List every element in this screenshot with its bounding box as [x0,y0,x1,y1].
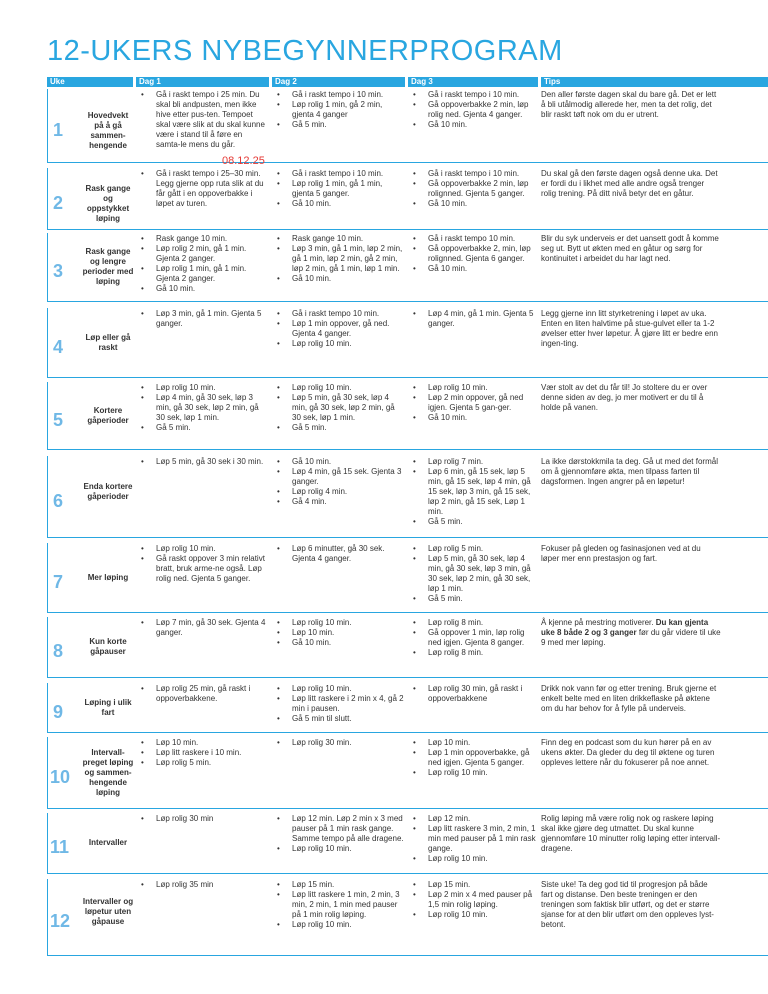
workout-item: • Gå 4 min. [276,497,404,507]
workout-item: • Løp 3 min, gå 1 min. Gjenta 5 ganger. [140,309,268,329]
week-cell [47,879,132,955]
workout-item: • Løp 5 min, gå 30 sek, løp 4 min, gå 30 sek, løp 2 min, gå 30 sek, løp 1 min. [276,393,404,423]
week-cell [47,382,132,449]
day-cell-d2 [276,684,404,724]
workout-item: • Løp 3 min, gå 1 min, løp 2 min, gå 1 min, løp 2 min, gå 2 min, løp 2 min, gå 1 min, løp 1 min. [276,244,404,274]
workout-item: • Løp rolig 2 min, gå 1 min. Gjenta 2 ganger. [140,244,268,264]
day-cell-d1 [140,544,268,584]
workout-item: • Løp rolig 10 min. [276,920,404,930]
workout-item: • Løp rolig 10 min. [276,339,404,349]
week-number: 5 [53,409,64,430]
workout-item: • Løp rolig 7 min. [412,457,536,467]
week-cell [47,89,132,162]
day-cell-d2 [276,814,404,854]
tip-text: Du skal gå den første dagen også denne uka. Det er fordi du i likhet med alle andre også trenger rolig trening. På ditt nivå betyr det en gåtur. [541,169,718,198]
day-cell-d1 [140,309,268,329]
week-description: Kun korte gåpauser [89,637,127,656]
workout-item: • Løp 4 min, gå 1 min. Gjenta 5 ganger. [412,309,536,329]
row-separator [47,537,768,538]
workout-item: • Løp 5 min, gå 30 sek, løp 4 min, gå 30 sek, løp 3 min, gå 30 sek, løp 2 min, gå 30 sek, løp 1 min. [412,554,536,594]
workout-item: • Løp rolig 5 min. [140,758,268,768]
workout-item: • Gå i raskt tempo i 25 min. Du skal bli andpusten, men ikke hive etter pus-ten. Tempoet skal være slik at du skal kunne være i stand til å føre en samta-le mens du går. [140,90,268,150]
day-cell-d2 [276,880,404,930]
day-cell-d2 [276,234,404,284]
workout-item: • Løp rolig 4 min. [276,487,404,497]
day-cell-d2 [276,309,404,349]
row-separator [47,612,768,613]
day-cell-d2 [276,457,404,507]
day-cell-d3 [412,383,536,423]
week-description: Rask gange og oppstykket løping [85,183,131,223]
tip-text [541,618,721,648]
workout-item: • Løp rolig 10 min. [412,383,536,393]
workout-item: • Gå 5 min. [140,423,268,433]
day-cell-d1 [140,234,268,294]
workout-item: • Gå oppoverbakke 2 min, løp rolignned. Gjenta 5 ganger. [412,179,536,199]
week-number: 1 [53,119,64,140]
workout-item: • Gå i raskt tempo i 10 min. [412,169,536,179]
day-cell-d3 [412,309,536,329]
workout-item: • Løp 10 min. [140,738,268,748]
workout-item: • Løp 15 min. [276,880,404,890]
tip-text: Siste uke! Ta deg god tid til progresjon på både fart og distanse. Den beste treningen er den treningen som faktisk blir utført, og det er større sjanse for at den blir utført om den oppleves lyst-betont. [541,880,714,929]
workout-item: • Løp rolig 10 min. [412,768,536,778]
workout-item: • Gå 10 min. [412,264,536,274]
day-cell-d2 [276,90,404,130]
workout-item: • Løp 12 min. [412,814,536,824]
workout-item: • Løp 10 min. [276,628,404,638]
day-cell-d2 [276,618,404,648]
row-separator [47,955,768,956]
row-separator [47,677,768,678]
week-number: 4 [53,336,64,357]
tip-text-start: Å kjenne på mestring motiverer. [541,618,656,627]
workout-item: • Gå 5 min. [276,423,404,433]
week-description: Rask gange og lengre perioder med løping [82,247,134,286]
workout-item: • Løp rolig 30 min. [276,738,404,748]
workout-item: • Gå i raskt tempo i 10 min. [276,169,404,179]
tip-text: Legg gjerne inn litt styrketrening i løpet av uka. Enten en liten halvtime på stue-gulvet eller ta 1-2 øvelser etter hver løpetur. Å gjøre litt er bedre enn ingen-ting. [541,309,718,348]
day-cell-d1 [140,738,268,768]
day-cell-d3 [412,234,536,274]
row-separator [47,301,768,302]
week-cell [47,233,132,301]
week-cell [47,456,132,537]
day-cell-d1 [140,880,268,890]
workout-item: • Rask gange 10 min. [276,234,404,244]
workout-item: • Løp litt raskere i 2 min x 4, gå 2 min i pausen. [276,694,404,714]
workout-item: • Løp 4 min, gå 15 sek. Gjenta 3 ganger. [276,467,404,487]
week-description: Enda kortere gåperioder [83,481,133,501]
day-cell-d2 [276,544,404,564]
workout-item: • Løp 7 min, gå 30 sek. Gjenta 4 ganger. [140,618,268,638]
week-description: Intervaller og løpetur uten gåpause [82,897,134,926]
day-cell-d3 [412,738,536,778]
workout-item: • Løp rolig 25 min, gå raskt i oppoverbakkene. [140,684,268,704]
workout-item: • Løp 1 min oppover, gå ned. Gjenta 4 ganger. [276,319,404,339]
workout-item: • Løp rolig 1 min, gå 2 min, gjenta 4 ganger [276,100,404,120]
day-cell-d1 [140,457,268,467]
workout-item: • Løp rolig 30 min [140,814,268,824]
workout-item: • Løp rolig 10 min. [140,544,268,554]
week-cell [47,543,132,612]
workout-item: • Gå 5 min. [412,517,536,527]
workout-item: • Gå 10 min. [276,457,404,467]
workout-item: • Gå oppoverbakke 2, min, løp rolignned. Gjenta 6 ganger. [412,244,536,264]
workout-item: • Løp litt raskere 1 min, 2 min, 3 min, 2 min, 1 min med pauser på 1 min rolig løping. [276,890,404,920]
row-separator [47,808,768,809]
day-cell-d1 [140,90,268,150]
day-cell-d1 [140,169,268,209]
row-separator [47,449,768,450]
day-cell-d3 [412,684,536,704]
day-cell-d2 [276,169,404,209]
day-cell-d3 [412,880,536,920]
week-description: Mer løping [87,572,129,582]
workout-item: • Løp 15 min. [412,880,536,890]
workout-item: • Løp rolig 10 min. [140,383,268,393]
workout-item: • Gå 10 min. [412,199,536,209]
workout-item: • Løp rolig 10 min. [276,618,404,628]
workout-item: • Gå 10 min. [276,638,404,648]
workout-item: • Løp rolig 8 min. [412,648,536,658]
tip-text: Vær stolt av det du får til! Jo stoltere du er over denne siden av deg, jo mer motivert er du til å holde på vanen. [541,383,708,412]
workout-item: • Løp 10 min. [412,738,536,748]
workout-item: • Løp rolig 1 min, gå 1 min. Gjenta 2 ganger. [140,264,268,284]
workout-item: • Løp 12 min. Løp 2 min x 3 med pauser på 1 min rask gange. Samme tempo på alle dragene. [276,814,404,844]
week-number: 10 [50,766,71,787]
header-day3: Dag 3 [408,77,538,87]
workout-item: • Gå 10 min. [412,413,536,423]
week-number: 2 [53,192,64,213]
workout-item: • Løp rolig 35 min [140,880,268,890]
workout-item: • Gå i raskt tempo 10 min. [412,234,536,244]
workout-item: • Løp litt raskere i 10 min. [140,748,268,758]
workout-item: • Løp 2 min oppover, gå ned igjen. Gjenta 5 gan-ger. [412,393,536,413]
workout-item: • Gå 10 min. [412,120,536,130]
workout-item: • Løp 5 min, gå 30 sek i 30 min. [140,457,268,467]
workout-item: • Løp rolig 30 min, gå raskt i oppoverbakkene [412,684,536,704]
workout-item: • Gå 10 min. [276,274,404,284]
workout-item: • Løp rolig 10 min. [412,910,536,920]
row-separator [47,162,768,163]
tip-text-bold: Du kan gjenta uke 8 både 2 og 3 ganger [541,618,709,637]
workout-item: • Gå 10 min. [140,284,268,294]
workout-item: • Løp rolig 10 min. [412,854,536,864]
tip-text: Blir du syk underveis er det uansett godt å komme seg ut. Bytt ut økten med en gåtur og sørg for kontinuitet i arbeidet du har lagt ned. [541,234,719,263]
header-tips: Tips [541,77,768,87]
workout-item: • Gå 5 min. [276,120,404,130]
week-cell [47,308,132,377]
week-cell [47,617,132,677]
day-cell-d1 [140,684,268,704]
week-number: 12 [50,911,71,931]
workout-item: • Gå i raskt tempo i 25–30 min. Legg gjerne opp ruta slik at du får gått i en oppoverbakke i løpet av turen. [140,169,268,209]
workout-item: • Løp rolig 10 min. [276,844,404,854]
header-week: Uke [47,77,133,87]
workout-item: • Gå 5 min. [412,594,536,604]
header-day2: Dag 2 [272,77,405,87]
workout-item: • Løp rolig 10 min. [276,383,404,393]
workout-item: • Løp rolig 1 min, gå 1 min, gjenta 5 ganger. [276,179,404,199]
week-description: Intervaller [88,838,128,847]
day-cell-d3 [412,814,536,864]
tip-text: Fokuser på gleden og fasinasjonen ved at du løper mer enn prestasjon og fart. [541,544,701,563]
workout-item: • Løp 1 min oppoverbakke, gå ned igjen. Gjenta 5 ganger. [412,748,536,768]
header-day1: Dag 1 [136,77,269,87]
week-cell [47,683,132,732]
workout-item: • Gå i raskt tempo 10 min. [276,309,404,319]
day-cell-d3 [412,90,536,130]
workout-item: • Gå 5 min til slutt. [276,714,404,724]
day-cell-d2 [276,383,404,433]
row-separator [47,377,768,378]
workout-item: • Gå oppoverbakke 2 min, løp rolig ned. Gjenta 4 ganger. [412,100,536,120]
week-number: 9 [53,701,64,722]
workout-item: • Løp 6 min, gå 15 sek, løp 5 min, gå 15 sek, løp 4 min, gå 15 sek, løp 3 min, gå 15 sek, løp 2 min, gå 15 sek, Løp 1 min. [412,467,536,517]
workout-item: • Løp litt raskere 3 min, 2 min, 1 min med pauser på 1 min rask gange. [412,824,536,854]
week-number: 11 [50,837,70,857]
tip-text-end: før du går videre til uke 9 med mer løping. [541,628,721,647]
tip-text: Den aller første dagen skal du bare gå. Det er lett å bli utålmodig allerede her, men ta det rolig, det blir raskt tøft nok om du er utrent. [541,90,717,119]
week-cell [47,168,132,229]
row-separator [47,229,768,230]
tip-text: La ikke dørstokkmila ta deg. Gå ut med det formål om å gjennomføre økta, men tilpass farten til dagsformen. Ingen angrer på en løpetur! [541,457,718,486]
workout-item: • Gå oppover 1 min, løp rolig ned igjen. Gjenta 8 ganger. [412,628,536,648]
week-number: 8 [53,641,64,661]
day-cell-d3 [412,457,536,527]
week-number: 3 [53,261,64,281]
week-number: 6 [53,490,64,511]
workout-item: • Rask gange 10 min. [140,234,268,244]
week-description: Løping i ulik fart [84,697,132,717]
workout-item: • Løp rolig 10 min. [276,684,404,694]
week-description: Løp eller gå raskt [85,332,131,352]
week-cell [47,813,132,873]
workout-item: • Gå i raskt tempo i 10 min. [276,90,404,100]
workout-item: • Gå raskt oppover 3 min relativt bratt, bruk arme-ne også. Løp rolig ned. Gjenta 5 ganger. [140,554,268,584]
day-cell-d1 [140,383,268,433]
week-description: Intervall-preget løping og sammen-hengende løping [82,747,134,797]
row-separator [47,873,768,874]
week-number: 7 [53,571,64,592]
workout-item: • Gå i raskt tempo i 10 min. [412,90,536,100]
tip-text: Drikk nok vann før og etter trening. Bruk gjerne et enkelt belte med en liten drikkeflaske på øktene om du har behov for å fylle på underveis. [541,684,717,713]
week-description: Kortere gåperioder [87,405,129,425]
workout-item: • Løp rolig 8 min. [412,618,536,628]
page-title: 12-UKERS NYBEGYNNERPROGRAM [47,35,563,67]
workout-item: • Løp rolig 5 min. [412,544,536,554]
week-description: Hovedvekt på å gå sammen-hengende [87,110,129,150]
workout-item: • Løp 2 min x 4 med pauser på 1,5 min rolig løping. [412,890,536,910]
day-cell-d1 [140,814,268,824]
tip-text: Rolig løping må være rolig nok og raskere løping skal ikke gjøre deg utmattet. Du skal kunne gjennomføre 10 minutter rolig løping etter intervall-dragene. [541,814,721,853]
day-cell-d2 [276,738,404,748]
workout-item: • Gå 10 min. [276,199,404,209]
tip-text: Finn deg en podcast som du kun hører på en av ukens økter. Da gleder du deg til øktene og turen oppleves lettere når du fokuserer på noe annet. [541,738,715,767]
day-cell-d3 [412,618,536,658]
workout-item: • Løp 6 minutter, gå 30 sek. Gjenta 4 ganger. [276,544,404,564]
date-stamp: 08.12.25 [222,155,265,167]
day-cell-d3 [412,544,536,604]
day-cell-d3 [412,169,536,209]
workout-item: • Løp 4 min, gå 30 sek, løp 3 min, gå 30 sek, løp 2 min, gå 30 sek, løp 1 min. [140,393,268,423]
day-cell-d1 [140,618,268,638]
row-separator [47,732,768,733]
week-cell [47,737,132,808]
